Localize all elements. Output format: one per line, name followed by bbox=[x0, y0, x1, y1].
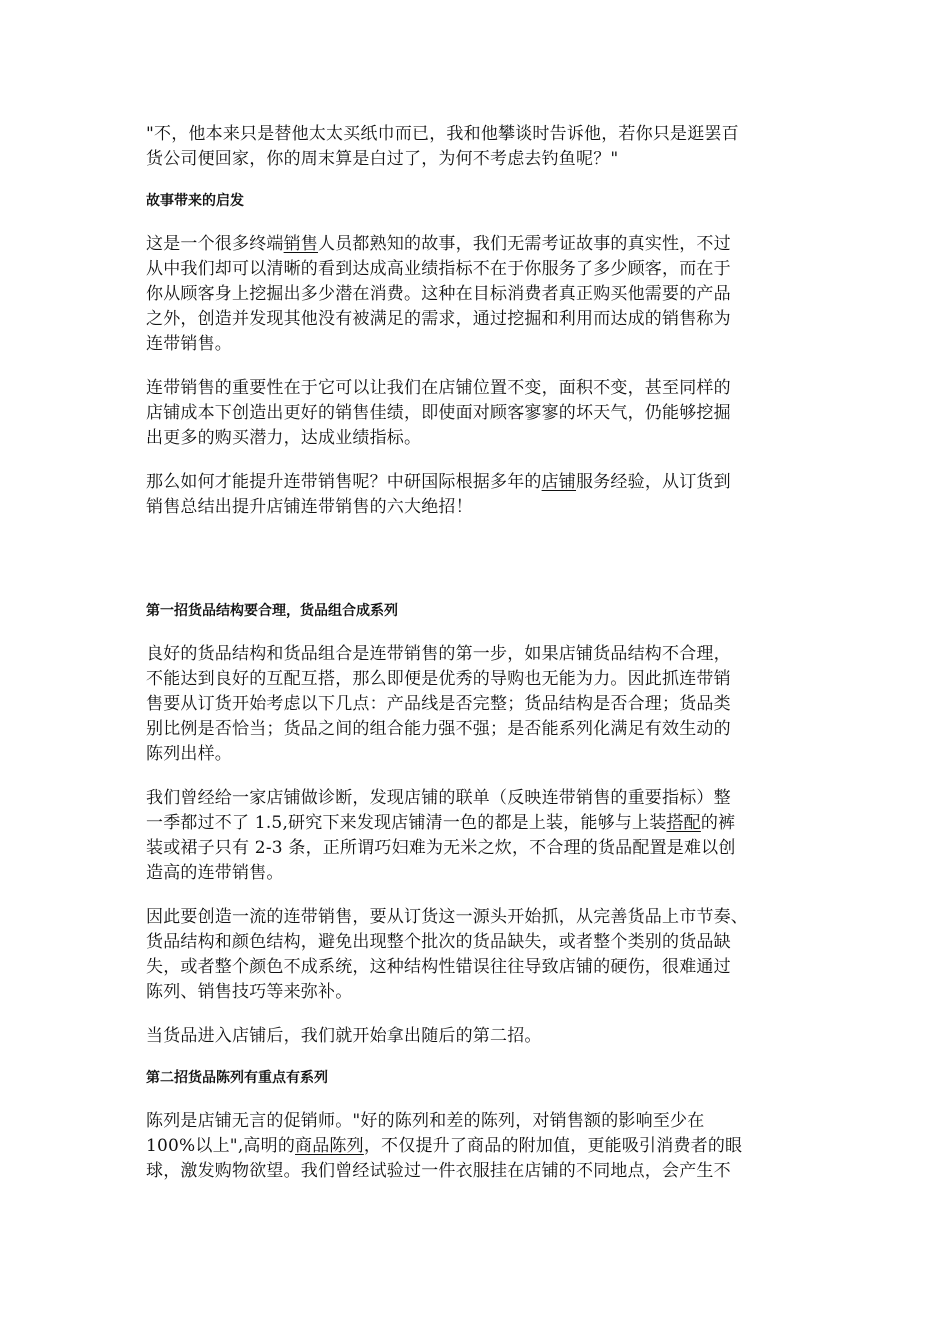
paragraph-display bbox=[146, 1109, 811, 1184]
text-line: 陈列、销售技巧等来弥补。 bbox=[146, 982, 353, 1002]
text-line: 当货品进入店铺后，我们就开始拿出随后的第二招。 bbox=[146, 1026, 542, 1046]
text-line bbox=[146, 811, 811, 836]
paragraph-how bbox=[146, 470, 811, 520]
text-line: 陈列是店铺无言的促销师。"好的陈列和差的陈列，对销售额的影响至少在 bbox=[146, 1111, 705, 1131]
text-line: 良好的货品结构和货品组合是连带销售的第一步，如果店铺货品结构不合理， bbox=[146, 644, 731, 664]
text-line: 不能达到良好的互配互搭，那么即便是优秀的导购也无能为力。因此抓连带销 bbox=[146, 669, 731, 689]
text-line bbox=[146, 1134, 811, 1159]
section-heading-second-move: 第二招货品陈列有重点有系列 bbox=[146, 1070, 328, 1086]
paragraph-importance bbox=[146, 376, 811, 451]
text-line: 售要从订货开始考虑以下几点：产品线是否完整；货品结构是否合理；货品类 bbox=[146, 694, 731, 714]
spacer bbox=[146, 539, 811, 601]
section-heading-inspiration: 故事带来的启发 bbox=[146, 193, 244, 209]
text-run: 这是一个很多终端 bbox=[146, 234, 284, 254]
text-run: 服务经验，从订货到 bbox=[576, 472, 731, 492]
text-run: 的裤 bbox=[700, 813, 736, 833]
text-line: 陈列出样。 bbox=[146, 744, 232, 764]
text-line: 货公司便回家，你的周末算是白过了，为何不考虑去钓鱼呢？" bbox=[146, 149, 619, 169]
paragraph-transition bbox=[146, 1024, 811, 1049]
text-line: 我们曾经给一家店铺做诊断，发现店铺的联单（反映连带销售的重要指标）整 bbox=[146, 788, 731, 808]
text-run: 人员都熟知的故事，我们无需考证故事的真实性，不过 bbox=[318, 234, 731, 254]
paragraph-diagnosis bbox=[146, 786, 811, 886]
paragraph-story bbox=[146, 232, 811, 357]
text-run: ，不仅提升了商品的附加值，更能吸引消费者的眼 bbox=[363, 1136, 743, 1156]
text-line bbox=[146, 232, 811, 257]
text-line: "不，他本来只是替他太太买纸巾而已，我和他攀谈时告诉他，若你只是逛罢百 bbox=[146, 124, 739, 144]
text-run: 100%以上",高明的 bbox=[146, 1136, 296, 1156]
text-line: 之外，创造并发现其他没有被满足的需求，通过挖掘和利用而达成的销售称为 bbox=[146, 309, 731, 329]
text-line: 造高的连带销售。 bbox=[146, 863, 284, 883]
text-line: 连带销售。 bbox=[146, 334, 232, 354]
text-line: 店铺成本下创造出更好的销售佳绩，即使面对顾客寥寥的坏天气，仍能够挖掘 bbox=[146, 403, 731, 423]
text-line: 别比例是否恰当；货品之间的组合能力强不强；是否能系列化满足有效生动的 bbox=[146, 719, 731, 739]
text-line: 货品结构和颜色结构，避免出现整个批次的货品缺失，或者整个类别的货品缺 bbox=[146, 932, 731, 952]
text-line: 从中我们却可以清晰的看到达成高业绩指标不在于你服务了多少顾客，而在于 bbox=[146, 259, 731, 279]
text-run: 一季都过不了 1.5,研究下来发现店铺清一色的都是上装，能够与上装 bbox=[146, 813, 667, 833]
text-line: 连带销售的重要性在于它可以让我们在店铺位置不变，面积不变，甚至同样的 bbox=[146, 378, 731, 398]
text-line: 出更多的购买潜力，达成业绩指标。 bbox=[146, 428, 422, 448]
section-heading-first-move: 第一招货品结构要合理，货品组合成系列 bbox=[146, 603, 398, 619]
text-line: 销售总结出提升店铺连带销售的六大绝招！ bbox=[146, 497, 473, 517]
sales-link[interactable]: 销售 bbox=[283, 234, 319, 254]
text-line: 球，激发购物欲望。我们曾经试验过一件衣服挂在店铺的不同地点，会产生不 bbox=[146, 1161, 731, 1181]
paragraph-ordering bbox=[146, 905, 811, 1005]
matching-link[interactable]: 搭配 bbox=[666, 813, 701, 833]
text-line: 装或裙子只有 2-3 条，正所谓巧妇难为无米之炊，不合理的货品配置是难以创 bbox=[146, 838, 736, 858]
store-link[interactable]: 店铺 bbox=[541, 472, 577, 492]
merchandise-display-link[interactable]: 商品陈列 bbox=[295, 1136, 364, 1156]
paragraph-structure bbox=[146, 642, 811, 767]
text-line: 失，或者整个颜色不成系统，这种结构性错误往往导致店铺的硬伤，很难通过 bbox=[146, 957, 731, 977]
text-run: 那么如何才能提升连带销售呢？中研国际根据多年的 bbox=[146, 472, 542, 492]
paragraph-quote bbox=[146, 122, 811, 172]
text-line: 你从顾客身上挖掘出多少潜在消费。这种在目标消费者真正购买他需要的产品 bbox=[146, 284, 731, 304]
text-line bbox=[146, 470, 811, 495]
document-page bbox=[146, 122, 811, 1203]
text-line: 因此要创造一流的连带销售，要从订货这一源头开始抓，从完善货品上市节奏、 bbox=[146, 907, 748, 927]
